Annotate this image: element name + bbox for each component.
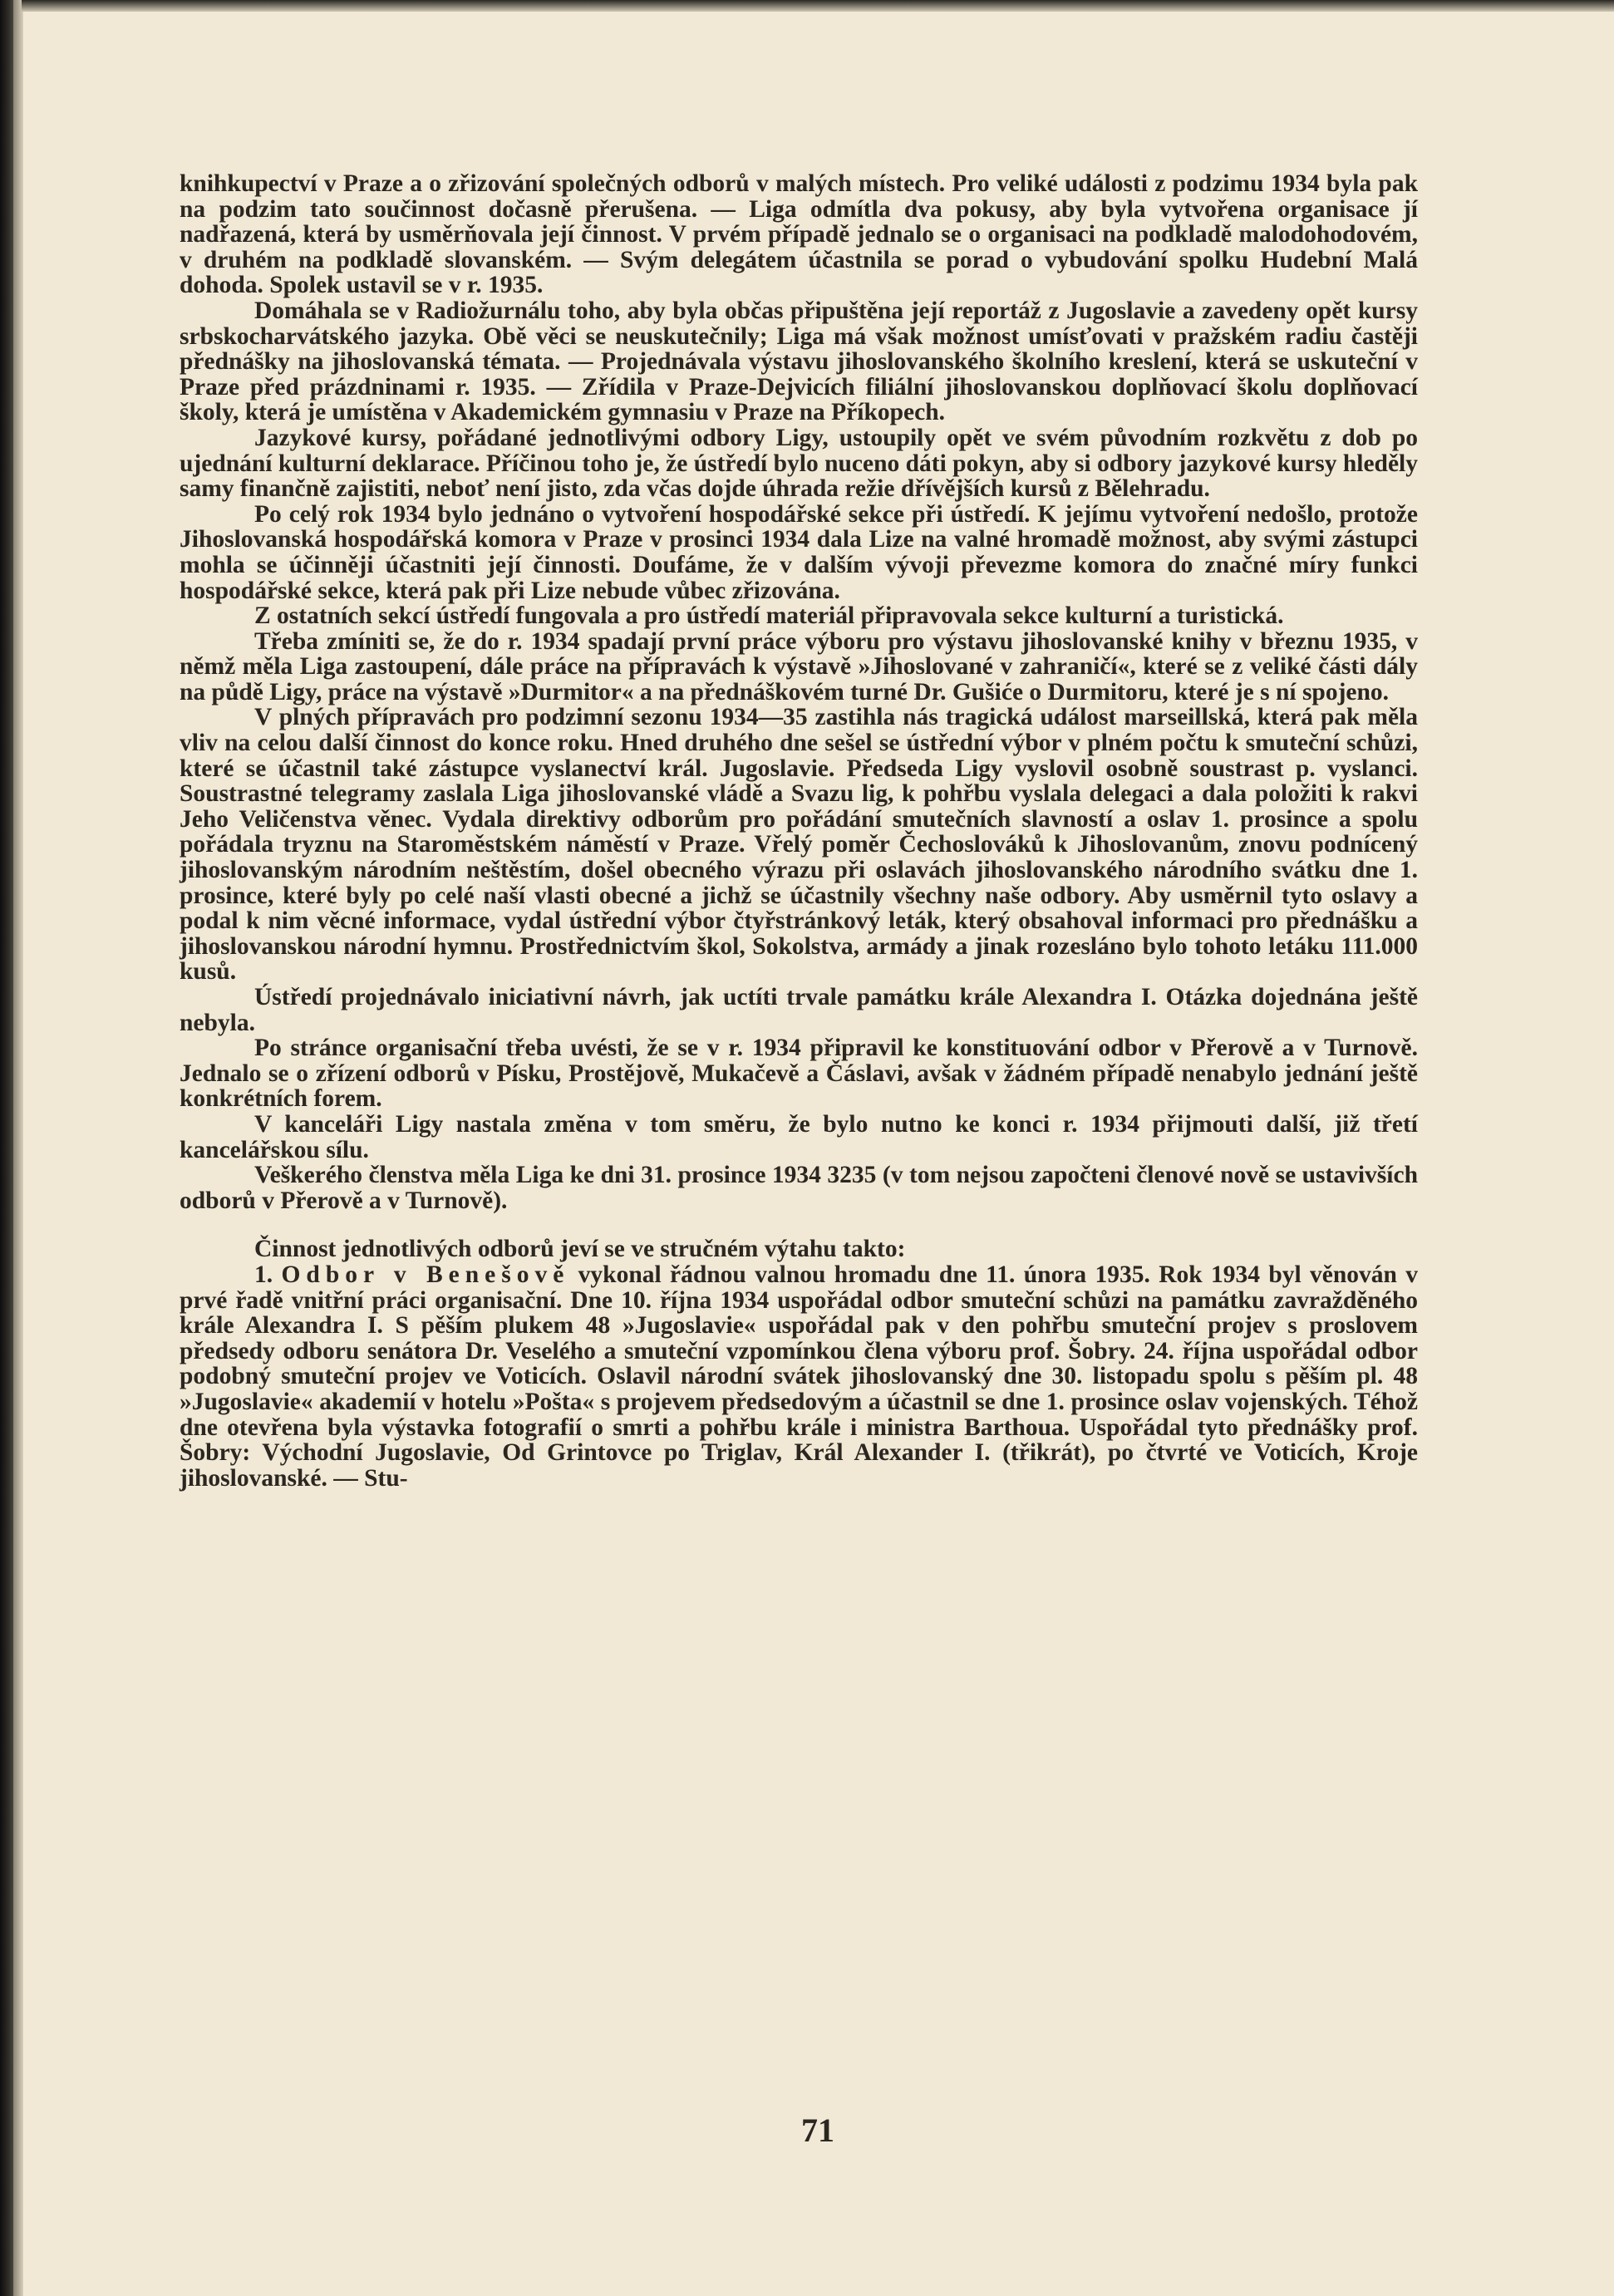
paragraph: Po stránce organisační třeba uvésti, že se v r. 1934 připravil ke konstituování odbor v Přerově a v Turnově. Jednalo se o zřízení odborů v Písku, Prostějově, Mukačevě a Čáslavi, avšak v žádném případě nenabylo jednání ještě konkrétních forem. bbox=[180, 1035, 1418, 1113]
paragraph: V kanceláři Ligy nastala změna v tom směru, že bylo nutno ke konci r. 1934 přijmouti další, již třetí kancelářskou sílu. bbox=[180, 1110, 1418, 1163]
paragraph: Veškerého členstva měla Liga ke dni 31. prosince 1934 3235 (v tom nejsou započteni členové nově se ustavivších odborů v Přerově a v Turnově). bbox=[180, 1162, 1418, 1214]
paragraph: knihkupectví v Praze a o zřizování společných odborů v malých místech. Pro veliké události z podzimu 1934 byla pak na podzim tato součinnost dočasně přerušena. — Liga odmítla dva pokusy, aby byla vytvořena organisace jí nadřazená, která by usměrňovala její činnost. V prvém případě jednalo se o organisaci na podkladě malodohodovém, v druhém na podkladě slovanském. — Svým delegátem účastnila se porad o vybudování spolku Hudební Malá dohoda. Spolek ustavil se v r. 1935. bbox=[180, 170, 1418, 299]
branch-heading: Odbor v Benešově bbox=[281, 1261, 570, 1288]
paragraph: Z ostatních sekcí ústředí fungovala a pro ústředí materiál připravovala sekce kulturní a turistická. bbox=[254, 602, 1284, 630]
paragraph: Ústředí projednávalo iniciativní návrh, jak uctíti trvale památku krále Alexandra I. Otázka dojednána ještě nebyla. bbox=[180, 984, 1418, 1036]
binding-edge bbox=[0, 0, 13, 2296]
branch-number: 1. bbox=[254, 1261, 273, 1288]
branch-paragraph bbox=[180, 1262, 1418, 1491]
page-number: 71 bbox=[801, 2112, 834, 2149]
top-edge-shadow bbox=[22, 0, 1614, 12]
paragraph: Po celý rok 1934 bylo jednáno o vytvoření hospodářské sekce při ústředí. K jejímu vytvoření nedošlo, protože Jihoslovanská hospodářská komora v Praze v prosinci 1934 dala Lize na valné hromadě možnost, aby svými zástupci mohla se účinněji účastniti její činnosti. Doufáme, že v dalším vývoji převezme komora do značné míry funkci hospodářské sekce, která pak při Lize nebude vůbec zřizována. bbox=[180, 500, 1418, 604]
paragraph: Třeba zmíniti se, že do r. 1934 spadají první práce výboru pro výstavu jihoslovanské knihy v březnu 1935, v němž měla Liga zastoupení, dále práce na přípravách k výstavě »Jihoslované v zahraničí«, které se z veliké části dály na půdě Ligy, práce na výstavě »Durmitor« a na přednáškovém turné Dr. Gušiće o Durmitoru, které je s ní spojeno. bbox=[180, 627, 1418, 706]
binding-shadow bbox=[13, 0, 23, 2296]
branch-text: vykonal řádnou valnou hromadu dne 11. února 1935. Rok 1934 byl věnován v prvé řadě vnitřní práci organisační. Dne 10. října 1934 uspořádal odbor smuteční schůzi na památku zavražděného krále Alexandra I. S pěším plukem 48 »Jugoslavie« uspořádal pak v den pohřbu smuteční projev s proslovem předsedy odboru senátora Dr. Veselého a smuteční vzpomínkou člena výboru prof. Šobry. 24. října uspořádal odbor podobný smuteční projev ve Voticích. Oslavil národní svátek jihoslovanský dne 30. listopadu spolu s pěším pl. 48 »Jugoslavie« akademií v hotelu »Pošta« s projevem předsedovým a účastnil se dne 1. prosince oslav vojenských. Téhož dne otevřena byla výstavka fotografií o smrti a pohřbu krále i ministra Barthoua. Uspořádal tyto přednášky prof. Šobry: Východní Jugoslavie, Od Grintovce po Triglav, Král Alexander I. (třikrát), po čtvrté ve Voticích, Kroje jihoslovanské. — Stu- bbox=[180, 1261, 1419, 1492]
paragraph: Činnost jednotlivých odborů jeví se ve stručném výtahu takto: bbox=[254, 1236, 906, 1263]
body-text bbox=[180, 171, 1418, 1491]
paragraph: Domáhala se v Radiožurnálu toho, aby byla občas připuštěna její reportáž z Jugoslavie a zavedeny opět kursy srbskocharvátského jazyka. Obě věci se neuskutečnily; Liga má však možnost umísťovati v pražském radiu častěji přednášky na jihoslovanská témata. — Projednávala výstavu jihoslovanského školního kreslení, která se uskuteční v Praze před prázdninami r. 1935. — Zřídila v Praze-Dejvicích filiální jihoslovanskou doplňovací školu doplňovací školy, která je umístěna v Akademickém gymnasiu v Praze na Příkopech. bbox=[180, 297, 1418, 426]
book-page bbox=[22, 0, 1614, 2296]
paragraph: Jazykové kursy, pořádané jednotlivými odbory Ligy, ustoupily opět ve svém původním rozkvětu z dob po ujednání kulturní deklarace. Příčinou toho je, že ústředí bylo nuceno dáti pokyn, aby si odbory jazykové kursy hleděly samy finančně zajistiti, neboť není jisto, zda včas dojde úhrada režie dřívějších kursů z Bělehradu. bbox=[180, 424, 1418, 503]
paragraph: V plných přípravách pro podzimní sezonu 1934—35 zastihla nás tragická událost marseillská, která pak měla vliv na celou další činnost do konce roku. Hned druhého dne sešel se ústřední výbor v plném počtu k smuteční schůzi, které se účastnil také zástupce vyslanectví král. Jugoslavie. Předseda Ligy vyslovil osobně soustrast p. vyslanci. Soustrastné telegramy zaslala Liga jihoslovanské vládě a Svazu lig, k pohřbu vyslala delegaci a dala položiti k rakvi Jeho Veličenstva věnec. Vydala direktivy odborům pro pořádání smutečních slavností a oslav 1. prosince a spolu pořádala tryznu na Staroměstském náměstí v Praze. Vřelý poměr Čechoslováků k Jihoslovanům, znovu podnícený jihoslovanským národním neštěstím, došel obecného výrazu při oslavách jihoslovanského národního svátku dne 1. prosince, které byly po celé naší vlasti obecné a jichž se účastnily všechny naše odbory. Aby usměrnil tyto oslavy a podal k nim věcné informace, vydal ústřední výbor čtyřstránkový leták, který obsahoval informaci pro přednášku a jihoslovanskou národní hymnu. Prostřednictvím škol, Sokolstva, armády a jinak rozesláno bylo tohoto letáku 111.000 kusů. bbox=[180, 704, 1418, 986]
